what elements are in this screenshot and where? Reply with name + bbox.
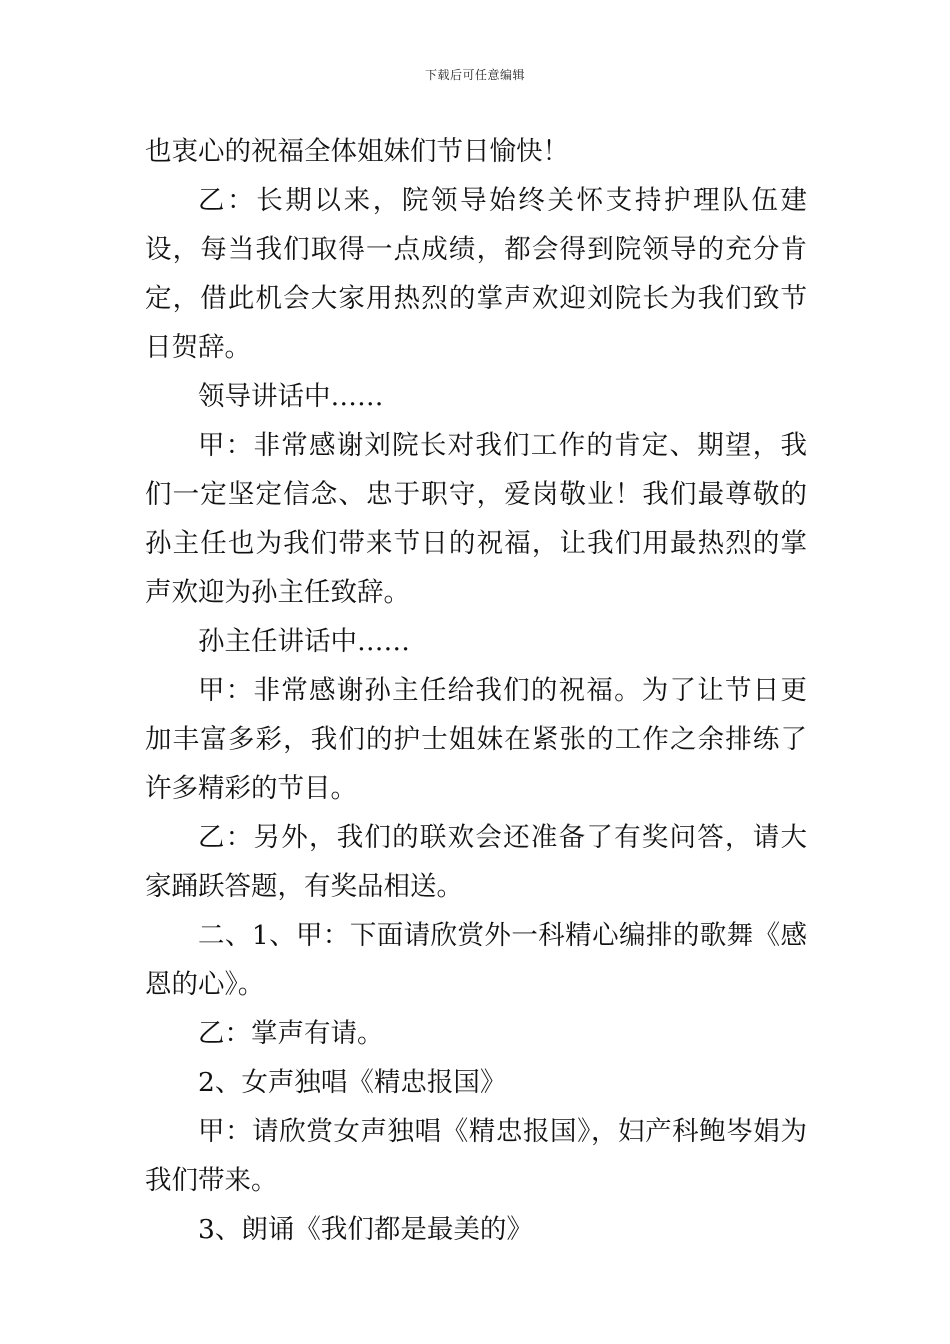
paragraph: 2、女声独唱《精忠报国》 [198, 1067, 507, 1098]
paragraph: 乙：掌声有请。 [198, 1018, 384, 1049]
paragraph: 甲：非常感谢刘院长对我们工作的肯定、期望，我们一定坚定信念、忠于职守，爱岗敬业！我们最尊敬的孙主任也为我们带来节日的祝福，让我们用最热烈的掌声欢迎为孙主任致辞。 [145, 430, 807, 608]
paragraph: 甲：请欣赏女声独唱《精忠报国》，妇产科鲍岑娟为我们带来。 [145, 1116, 807, 1196]
paragraph: 甲：非常感谢孙主任给我们的祝福。为了让节日更加丰富多彩，我们的护士姐妹在紧张的工作之余排练了许多精彩的节目。 [145, 675, 807, 804]
paragraph: 乙：长期以来，院领导始终关怀支持护理队伍建设，每当我们取得一点成绩，都会得到院领导的充分肯定，借此机会大家用热烈的掌声欢迎刘院长为我们致节日贺辞。 [145, 185, 807, 363]
document-body [145, 127, 807, 1254]
paragraph: 领导讲话中…… [198, 381, 384, 412]
page-header-note: 下载后可任意编辑 [424, 68, 525, 82]
paragraph: 3、朗诵《我们都是最美的》 [198, 1214, 533, 1245]
paragraph: 二、1、甲：下面请欣赏外一科精心编排的歌舞《感恩的心》。 [145, 920, 807, 1000]
paragraph: 也衷心的祝福全体姐妹们节日愉快！ [145, 136, 569, 167]
paragraph: 乙：另外，我们的联欢会还准备了有奖问答，请大家踊跃答题，有奖品相送。 [145, 822, 807, 902]
paragraph: 孙主任讲话中…… [198, 626, 410, 657]
